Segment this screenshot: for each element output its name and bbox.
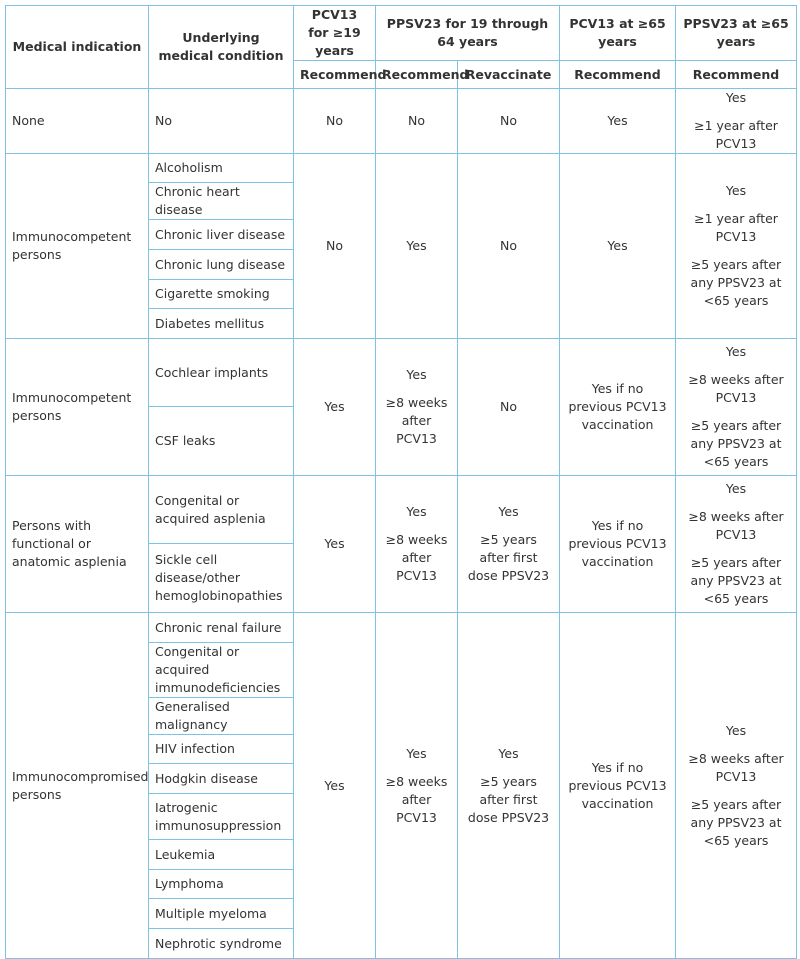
header-ppsv23-19-64: PPSV23 for 19 through 64 years bbox=[376, 6, 560, 61]
ppsv23-revaccinate-cell: No bbox=[458, 154, 560, 339]
condition-cell: Alcoholism bbox=[149, 154, 294, 183]
subheader-recommend: Recommend bbox=[376, 61, 458, 89]
ppsv23-65-cell: Yes ≥1 year after PCV13 ≥5 years after any PPSV23 at <65 years bbox=[676, 154, 797, 339]
condition-cell: Lymphoma bbox=[149, 870, 294, 899]
ppsv23-65-cell: Yes ≥8 weeks after PCV13 ≥5 years after any PPSV23 at <65 years bbox=[676, 476, 797, 613]
header-underlying-condition: Underlying medical condition bbox=[149, 6, 294, 89]
ppsv23-revaccinate-cell: Yes ≥5 years after first dose PPSV23 bbox=[458, 476, 560, 613]
condition-cell: Cochlear implants bbox=[149, 339, 294, 407]
condition-cell: Nephrotic syndrome bbox=[149, 929, 294, 959]
pcv13-19-cell: No bbox=[294, 89, 376, 154]
condition-cell: Leukemia bbox=[149, 840, 294, 870]
ppsv23-revaccinate-cell: No bbox=[458, 89, 560, 154]
ppsv23-recommend-cell: No bbox=[376, 89, 458, 154]
header-ppsv23-65: PPSV23 at ≥65 years bbox=[676, 6, 797, 61]
pcv13-65-cell: Yes if no previous PCV13 vaccination bbox=[560, 613, 676, 959]
condition-cell: Multiple myeloma bbox=[149, 899, 294, 929]
condition-cell: Chronic heart disease bbox=[149, 183, 294, 220]
pcv13-65-cell: Yes bbox=[560, 89, 676, 154]
pcv13-65-cell: Yes bbox=[560, 154, 676, 339]
ppsv23-65-cell: Yes ≥8 weeks after PCV13 ≥5 years after any PPSV23 at <65 years bbox=[676, 339, 797, 476]
condition-cell: Chronic liver disease bbox=[149, 220, 294, 250]
indication-cell: Immunocompetent persons bbox=[6, 339, 149, 476]
ppsv23-65-cell: Yes ≥1 year after PCV13 bbox=[676, 89, 797, 154]
condition-cell: Congenital or acquired asplenia bbox=[149, 476, 294, 544]
condition-cell: Sickle cell disease/other hemoglobinopathies bbox=[149, 544, 294, 613]
ppsv23-recommend-cell: Yes ≥8 weeks after PCV13 bbox=[376, 476, 458, 613]
ppsv23-revaccinate-cell: No bbox=[458, 339, 560, 476]
indication-cell: Immunocompetent persons bbox=[6, 154, 149, 339]
ppsv23-recommend-cell: Yes ≥8 weeks after PCV13 bbox=[376, 339, 458, 476]
subheader-recommend: Recommend bbox=[676, 61, 797, 89]
condition-cell: Chronic renal failure bbox=[149, 613, 294, 643]
header-medical-indication: Medical indication bbox=[6, 6, 149, 89]
indication-cell: Persons with functional or anatomic asplenia bbox=[6, 476, 149, 613]
condition-cell: Generalised malignancy bbox=[149, 698, 294, 735]
condition-cell: Congenital or acquired immunodeficiencies bbox=[149, 643, 294, 698]
ppsv23-recommend-cell: Yes ≥8 weeks after PCV13 bbox=[376, 613, 458, 959]
subheader-recommend: Recommend bbox=[294, 61, 376, 89]
table-row bbox=[6, 613, 797, 643]
condition-cell: Iatrogenic immunosuppression bbox=[149, 794, 294, 840]
header-pcv13-65: PCV13 at ≥65 years bbox=[560, 6, 676, 61]
pcv13-19-cell: Yes bbox=[294, 476, 376, 613]
condition-cell: No bbox=[149, 89, 294, 154]
subheader-recommend: Recommend bbox=[560, 61, 676, 89]
condition-cell: Chronic lung disease bbox=[149, 250, 294, 280]
pcv13-65-cell: Yes if no previous PCV13 vaccination bbox=[560, 339, 676, 476]
table-row bbox=[6, 89, 797, 154]
condition-cell: Cigarette smoking bbox=[149, 280, 294, 309]
ppsv23-65-cell: Yes ≥8 weeks after PCV13 ≥5 years after any PPSV23 at <65 years bbox=[676, 613, 797, 959]
table-row bbox=[6, 476, 797, 544]
vaccination-recommendations-table bbox=[5, 5, 797, 959]
header-pcv13-19: PCV13 for ≥19 years bbox=[294, 6, 376, 61]
pcv13-19-cell: No bbox=[294, 154, 376, 339]
condition-cell: CSF leaks bbox=[149, 407, 294, 476]
condition-cell: HIV infection bbox=[149, 735, 294, 764]
indication-cell: None bbox=[6, 89, 149, 154]
condition-cell: Diabetes mellitus bbox=[149, 309, 294, 339]
table-row bbox=[6, 154, 797, 183]
pcv13-19-cell: Yes bbox=[294, 339, 376, 476]
condition-cell: Hodgkin disease bbox=[149, 764, 294, 794]
pcv13-65-cell: Yes if no previous PCV13 vaccination bbox=[560, 476, 676, 613]
indication-cell: Immunocompromised persons bbox=[6, 613, 149, 959]
ppsv23-recommend-cell: Yes bbox=[376, 154, 458, 339]
table-row bbox=[6, 339, 797, 407]
pcv13-19-cell: Yes bbox=[294, 613, 376, 959]
subheader-revaccinate: Revaccinate bbox=[458, 61, 560, 89]
ppsv23-revaccinate-cell: Yes ≥5 years after first dose PPSV23 bbox=[458, 613, 560, 959]
